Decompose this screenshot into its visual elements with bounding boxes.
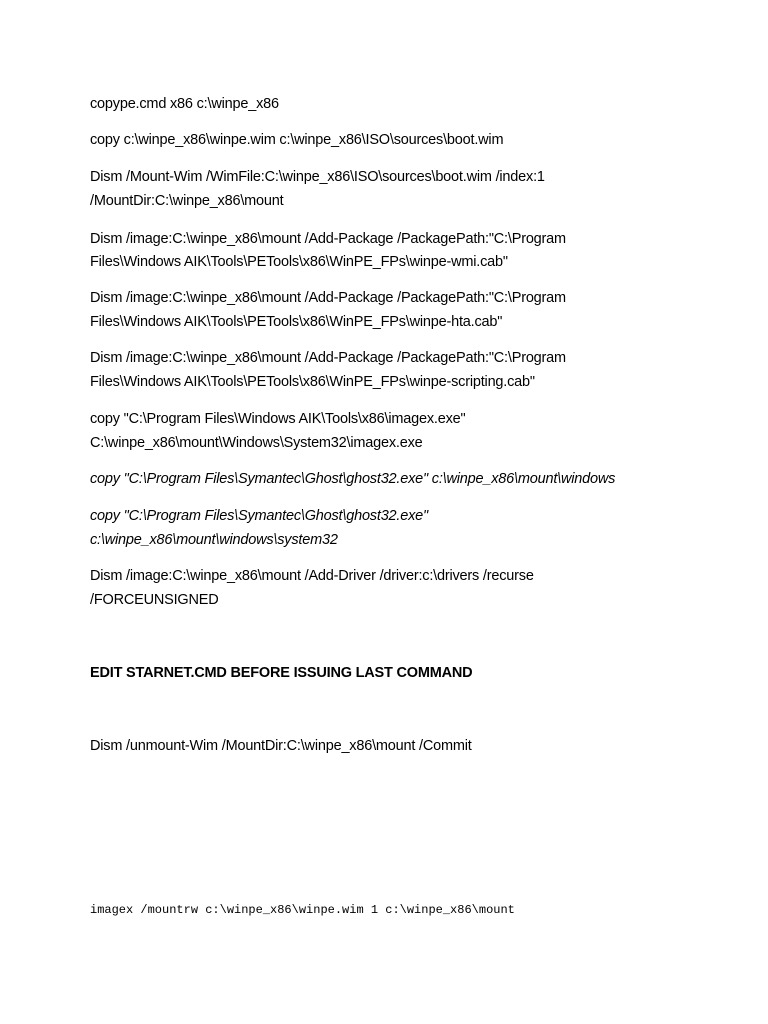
command-add-driver-line2: /FORCEUNSIGNED — [90, 592, 219, 608]
command-mount-wim-line1: Dism /Mount-Wim /WimFile:C:\winpe_x86\ISO\sources\boot.wim /index:1 — [90, 169, 545, 185]
command-add-package-scripting-line1: Dism /image:C:\winpe_x86\mount /Add-Package /PackagePath:"C:\Program — [90, 350, 566, 366]
command-imagex-mountrw: imagex /mountrw c:\winpe_x86\winpe.wim 1 c:\winpe_x86\mount — [90, 903, 515, 917]
command-unmount-wim: Dism /unmount-Wim /MountDir:C:\winpe_x86\mount /Commit — [90, 738, 472, 754]
command-copy-ghost-windows: copy "C:\Program Files\Symantec\Ghost\ghost32.exe" c:\winpe_x86\mount\windows — [90, 471, 616, 487]
command-copy-ghost-system32-line1: copy "C:\Program Files\Symantec\Ghost\ghost32.exe" — [90, 508, 428, 524]
command-add-package-hta-line1: Dism /image:C:\winpe_x86\mount /Add-Package /PackagePath:"C:\Program — [90, 290, 566, 306]
command-copype: copype.cmd x86 c:\winpe_x86 — [90, 96, 279, 112]
command-copy-imagex-line2: C:\winpe_x86\mount\Windows\System32\imagex.exe — [90, 435, 423, 451]
command-copy-boot-wim: copy c:\winpe_x86\winpe.wim c:\winpe_x86\ISO\sources\boot.wim — [90, 132, 504, 148]
command-add-package-scripting-line2: Files\Windows AIK\Tools\PETools\x86\WinPE_FPs\winpe-scripting.cab" — [90, 374, 535, 390]
command-add-package-hta-line2: Files\Windows AIK\Tools\PETools\x86\WinPE_FPs\winpe-hta.cab" — [90, 314, 503, 330]
command-add-package-wmi-line2: Files\Windows AIK\Tools\PETools\x86\WinPE_FPs\winpe-wmi.cab" — [90, 254, 508, 270]
command-add-driver-line1: Dism /image:C:\winpe_x86\mount /Add-Driver /driver:c:\drivers /recurse — [90, 568, 534, 584]
instruction-heading: EDIT STARNET.CMD BEFORE ISSUING LAST COMMAND — [90, 665, 473, 681]
command-copy-imagex-line1: copy "C:\Program Files\Windows AIK\Tools\x86\imagex.exe" — [90, 411, 466, 427]
command-mount-wim-line2: /MountDir:C:\winpe_x86\mount — [90, 193, 284, 209]
command-copy-ghost-system32-line2: c:\winpe_x86\mount\windows\system32 — [90, 532, 338, 548]
command-add-package-wmi-line1: Dism /image:C:\winpe_x86\mount /Add-Package /PackagePath:"C:\Program — [90, 231, 566, 247]
